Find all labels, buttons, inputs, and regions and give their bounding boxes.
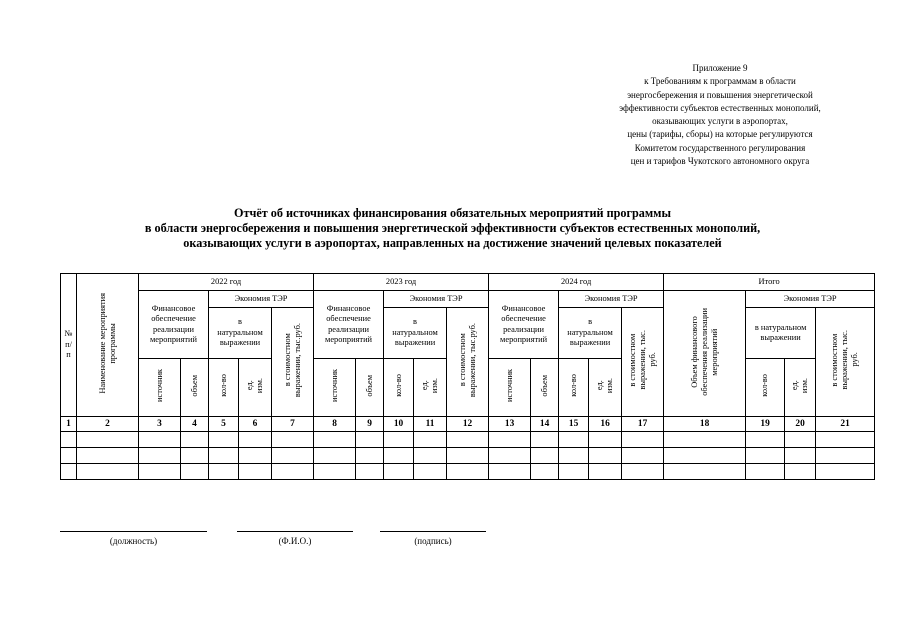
economy-header-2022: Экономия ТЭР <box>209 291 314 308</box>
signature-label: (подпись) <box>414 536 452 546</box>
unit-header: ед. изм. <box>239 359 272 417</box>
year-2022-header: 2022 год <box>139 274 314 291</box>
col-num: 2 <box>77 417 139 432</box>
report-table <box>60 273 875 480</box>
col-num: 18 <box>664 417 746 432</box>
col-num: 17 <box>622 417 664 432</box>
col-number-header: № п/ п <box>61 274 77 417</box>
appendix-line: к Требованиям к программам в области <box>644 76 796 87</box>
economy-header-2023: Экономия ТЭР <box>384 291 489 308</box>
natural-header-2023: в натуральном выражении <box>384 308 447 359</box>
total-header: Итого <box>664 274 875 291</box>
qty-header: кол-во <box>746 359 785 417</box>
position-signature-line <box>60 531 207 532</box>
fin-header-2022: Финансовое обеспечение реализации мероприятий <box>139 291 209 359</box>
unit-header: ед. изм. <box>414 359 447 417</box>
source-header: источник <box>314 359 356 417</box>
unit-header: ед. изм. <box>785 359 816 417</box>
unit-header: ед. изм. <box>589 359 622 417</box>
natural-header-2022: в натуральном выражении <box>209 308 272 359</box>
economy-header-total: Экономия ТЭР <box>746 291 875 308</box>
report-title <box>0 206 905 251</box>
col-num: 8 <box>314 417 356 432</box>
natural-header-2024: в натуральном выражении <box>559 308 622 359</box>
col-num: 3 <box>139 417 181 432</box>
title-line: в области энергосбережения и повышения энергетической эффективности субъектов естественных монополий, <box>144 221 761 235</box>
qty-header: кол-во <box>209 359 239 417</box>
qty-header: кол-во <box>384 359 414 417</box>
col-num: 6 <box>239 417 272 432</box>
col-num: 19 <box>746 417 785 432</box>
appendix-line: эффективности субъектов естественных монополий, <box>619 102 821 113</box>
col-num: 12 <box>447 417 489 432</box>
cost-header-2022: в стоимостном выражении, тыс.руб. <box>272 308 314 417</box>
appendix-line: Приложение 9 <box>692 63 748 73</box>
appendix-line: энергосбережения и повышения энергетической <box>627 89 813 100</box>
col-num: 5 <box>209 417 239 432</box>
fio-label: (Ф.И.О.) <box>278 536 312 546</box>
col-num: 4 <box>181 417 209 432</box>
appendix-line: Комитетом государственного регулирования <box>634 142 806 153</box>
title-line: оказывающих услуги в аэропортах, направленных на достижение значений целевых показателей <box>183 236 722 250</box>
col-num: 7 <box>272 417 314 432</box>
volume-header: объем <box>181 359 209 417</box>
title-line: Отчёт об источниках финансирования обязательных мероприятий программы <box>234 206 671 220</box>
year-2024-header: 2024 год <box>489 274 664 291</box>
column-number-row <box>61 417 875 432</box>
col-num: 1 <box>61 417 77 432</box>
col-num: 9 <box>356 417 384 432</box>
fin-header-2023: Финансовое обеспечение реализации мероприятий <box>314 291 384 359</box>
year-2023-header: 2023 год <box>314 274 489 291</box>
appendix-line: оказывающих услуги в аэропортах, <box>652 116 788 127</box>
cost-header-2023: в стоимостном выражении, тыс.руб. <box>447 308 489 417</box>
volume-header: объем <box>531 359 559 417</box>
economy-header-2024: Экономия ТЭР <box>559 291 664 308</box>
table-row <box>61 448 875 464</box>
natural-header-total: в натуральном выражении <box>746 308 816 359</box>
col-num: 16 <box>589 417 622 432</box>
col-num: 15 <box>559 417 589 432</box>
cost-header-total: в стоимостном выражении, тыс. руб. <box>816 308 875 417</box>
position-label: (должность) <box>109 536 158 546</box>
fio-signature-line <box>237 531 353 532</box>
col-num: 14 <box>531 417 559 432</box>
volume-header: объем <box>356 359 384 417</box>
appendix-block <box>560 62 880 168</box>
col-num: 21 <box>816 417 875 432</box>
table-row <box>61 464 875 480</box>
appendix-line: цен и тарифов Чукотского автономного округа <box>630 156 810 167</box>
signature-line <box>380 531 486 532</box>
col-num: 20 <box>785 417 816 432</box>
col-num: 11 <box>414 417 447 432</box>
source-header: источник <box>139 359 181 417</box>
col-num: 10 <box>384 417 414 432</box>
cost-header-2024: в стоимостном выражении, тыс. руб. <box>622 308 664 417</box>
col-num: 13 <box>489 417 531 432</box>
col-name-header: Наименование мероприятия программы <box>77 274 139 417</box>
fin-header-2024: Финансовое обеспечение реализации мероприятий <box>489 291 559 359</box>
total-fin-header: Объем финансового обеспечения реализации мероприятий <box>664 291 746 417</box>
appendix-line: цены (тарифы, сборы) на которые регулируются <box>627 129 813 140</box>
table-row <box>61 432 875 448</box>
source-header: источник <box>489 359 531 417</box>
qty-header: кол-во <box>559 359 589 417</box>
